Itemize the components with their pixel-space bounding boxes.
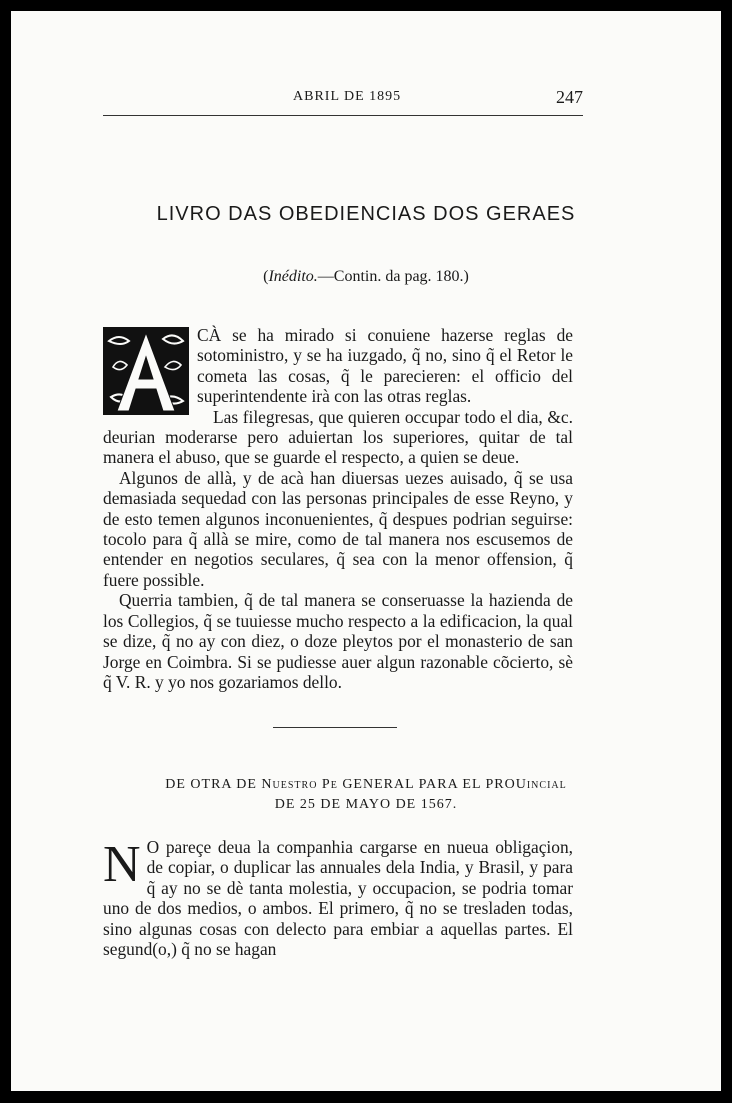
section-divider: [273, 727, 397, 728]
ornamental-dropcap-a: [103, 327, 189, 415]
paragraph: CÀ se ha mirado si conuiene hazerse reglas de sotoministro, y se ha iuzgado, q̃ no, sino q̃ el Retor le cometa las cosas, q̃ le parecieren: el officio del superintendente irà con las otras reglas.: [197, 325, 573, 407]
article1-body: [103, 325, 573, 692]
document-page: [11, 11, 721, 1091]
article2-body: [103, 837, 573, 959]
dropcap-n: N: [103, 836, 141, 893]
article-subtitle: [11, 268, 721, 286]
header-rule: [103, 115, 583, 116]
paragraph: O pareçe deua la companhia cargarse en nueua obligaçion, de copiar, o duplicar las annuales dela India, y Brasil, y para q̃ ay no se dè tanta molestia, y occupacion, se podria tomar uno de dos medios, o ambos. El primero, q̃ no se tresladen todas, sino algunas cosas con delecto para embiar a aquellas partes. El segund(o,) q̃ no se hagan: [103, 837, 573, 960]
page-number: 247: [556, 87, 583, 107]
running-header: [103, 85, 583, 115]
ornament-a-icon: [103, 327, 189, 415]
subtitle-open-paren: (: [263, 268, 269, 285]
subtitle-rest: —Contin. da pag. 180.): [317, 268, 469, 285]
article-title: LIVRO DAS OBEDIENCIAS DOS GERAES: [156, 203, 576, 225]
paragraph: Las filegresas, que quieren occupar todo el dia, &c. deurian moderarse pero aduiertan los superiores, quitar de tal manera el abuso, que se guarde el respecto, a quien se deue.: [103, 406, 573, 468]
header-date: ABRIL DE 1895: [293, 89, 402, 104]
paragraph: Querria tambien, q̃ de tal manera se conseruasse la hazienda de los Collegios, q̃ se tuuiesse mucho respecto a la edificacion, la qual se dize, q̃ no ay con diez, o doze pleytos por el monasterio de san Jorge en Coimbra. Si se pudiesse auer algun razonable cõcierto, sè q̃ V. R. y yo nos gozariamos dello.: [103, 590, 573, 692]
letter-heading-line2: DE 25 DE MAYO DE 1567.: [274, 797, 458, 812]
letter-heading: [11, 775, 721, 815]
letter-heading-line1: DE OTRA DE Nuestro Pe GENERAL PARA EL PROUincial: [165, 777, 567, 792]
subtitle-italic: Inédito.: [268, 268, 318, 285]
paragraph: Algunos de allà, y de acà han diuersas uezes auisado, q̃ se usa demasiada sequedad con las personas principales de esse Reyno, y de esto temen algunos inconuenientes, q̃ despues podrian seguirse: tocolo para q̃ allà se mire, como de tal manera nos escusemos de entender en negotios seculares, q̃ sea con la menor offension, q̃ fuere possible.: [103, 467, 573, 590]
